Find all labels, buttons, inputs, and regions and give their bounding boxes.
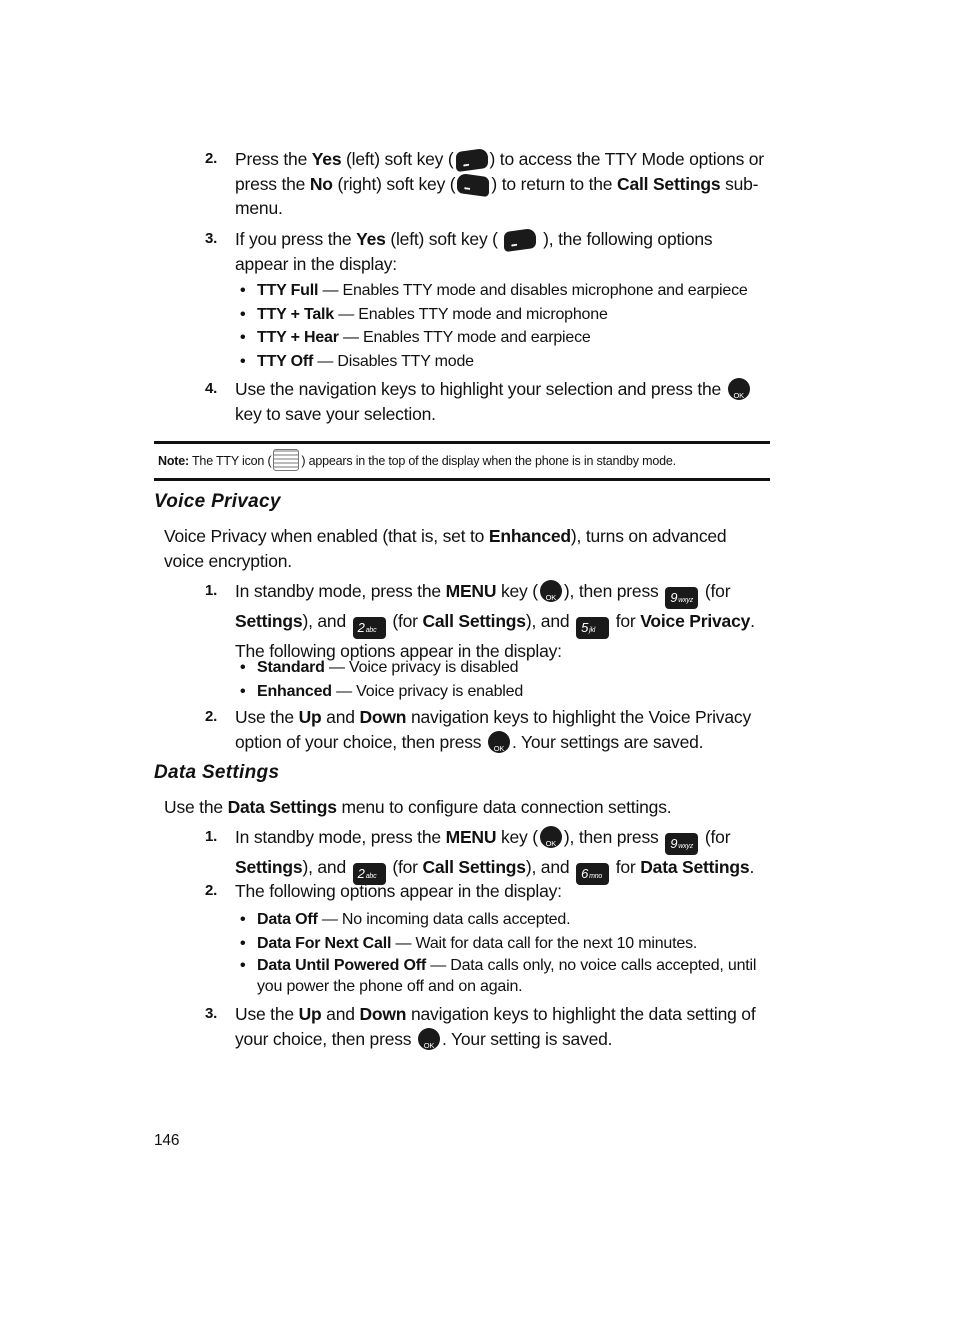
list-item: • TTY + Talk — Enables TTY mode and microphone: [240, 305, 608, 323]
step-number: 4.: [205, 380, 218, 397]
tty-step-2: [205, 147, 770, 221]
list-item: • Data Until Powered Off — Data calls only, no voice calls accepted, until you power the phone off and on again.: [240, 957, 757, 995]
list-item: • TTY Off — Disables TTY mode: [240, 352, 474, 370]
list-item: • TTY Full — Enables TTY mode and disables microphone and earpiece: [240, 282, 748, 299]
voice-privacy-step-2: [205, 705, 770, 754]
ok-key-icon: [488, 731, 510, 753]
ok-key-icon: [540, 826, 562, 848]
ok-key-icon: [540, 580, 562, 602]
section-heading-voice-privacy: Voice Privacy: [154, 491, 281, 512]
key-2-icon: 2abc: [353, 617, 386, 639]
key-6-icon: 6mno: [576, 863, 609, 885]
step-text: Press the Yes (left) soft key (••• ) to access the TTY Mode options or press the No (right) soft key (••• ) to return to the Call Settings sub-menu.: [235, 147, 770, 221]
data-settings-intro: Use the Data Settings menu to configure data connection settings.: [164, 797, 672, 817]
voice-privacy-options-list: [240, 656, 770, 703]
list-item: • Enhanced — Voice privacy is enabled: [240, 682, 524, 700]
page-number: 146: [154, 1132, 180, 1149]
step-text: In standby mode, press the MENU key (OK ), then press 9wxyz (for Settings), and 2abc (for Call Settings), and 5jkl for Voice Privacy. The following options appear in the display:: [235, 579, 770, 664]
step-text: The following options appear in the display:: [235, 881, 562, 901]
step-number: 2.: [205, 150, 218, 167]
step-number: 2.: [205, 882, 218, 899]
step-number: 3.: [205, 230, 218, 247]
left-soft-key-icon: [504, 228, 536, 252]
tty-icon: [273, 449, 299, 471]
step-number: 1.: [205, 828, 218, 845]
data-settings-step-2: [205, 879, 770, 904]
list-item: • TTY + Hear — Enables TTY mode and earpiece: [240, 329, 591, 346]
tty-options-list: [240, 279, 770, 373]
tty-step-3: [205, 227, 770, 276]
key-2-icon: 2abc: [353, 863, 386, 885]
note-box: Note: The TTY icon ( ) appears in the top of the display when the phone is in standby mode.: [154, 441, 770, 481]
tty-step-4: [205, 377, 770, 426]
data-settings-step-3: [205, 1002, 770, 1051]
right-soft-key-icon: [457, 172, 489, 196]
step-number: 1.: [205, 582, 218, 599]
voice-privacy-step-1: [205, 579, 770, 664]
step-text: Use the Up and Down navigation keys to highlight the data setting of your choice, then press OK. Your setting is saved.: [235, 1002, 770, 1051]
list-item: • Data Off — No incoming data calls accepted.: [240, 911, 571, 928]
data-settings-step-1: [205, 825, 770, 885]
step-text: Use the navigation keys to highlight your selection and press the OK key to save your selection.: [235, 377, 770, 426]
step-text: If you press the Yes (left) soft key ( ••• ), the following options appear in the display:: [235, 227, 770, 276]
note-label: Note:: [158, 454, 189, 468]
voice-privacy-intro: Voice Privacy when enabled (that is, set to Enhanced), turns on advanced voice encryption.: [164, 526, 727, 571]
ok-key-icon: [418, 1028, 440, 1050]
list-item: • Data For Next Call — Wait for data call for the next 10 minutes.: [240, 934, 698, 952]
ok-key-icon: [728, 378, 750, 400]
step-number: 3.: [205, 1005, 218, 1022]
left-soft-key-icon: [456, 148, 488, 172]
step-text: Use the Up and Down navigation keys to highlight the Voice Privacy option of your choice, then press OK. Your settings are saved.: [235, 705, 770, 754]
data-settings-options-list: [240, 908, 770, 997]
key-9-icon: 9wxyz: [665, 587, 698, 609]
step-text: In standby mode, press the MENU key (OK ), then press 9wxyz (for Settings), and 2abc (for Call Settings), and 6mno for Data Settings.: [235, 825, 770, 885]
step-number: 2.: [205, 708, 218, 725]
key-5-icon: 5jkl: [576, 617, 609, 639]
key-9-icon: 9wxyz: [665, 833, 698, 855]
list-item: • Standard — Voice privacy is disabled: [240, 659, 519, 676]
section-heading-data-settings: Data Settings: [154, 762, 280, 783]
